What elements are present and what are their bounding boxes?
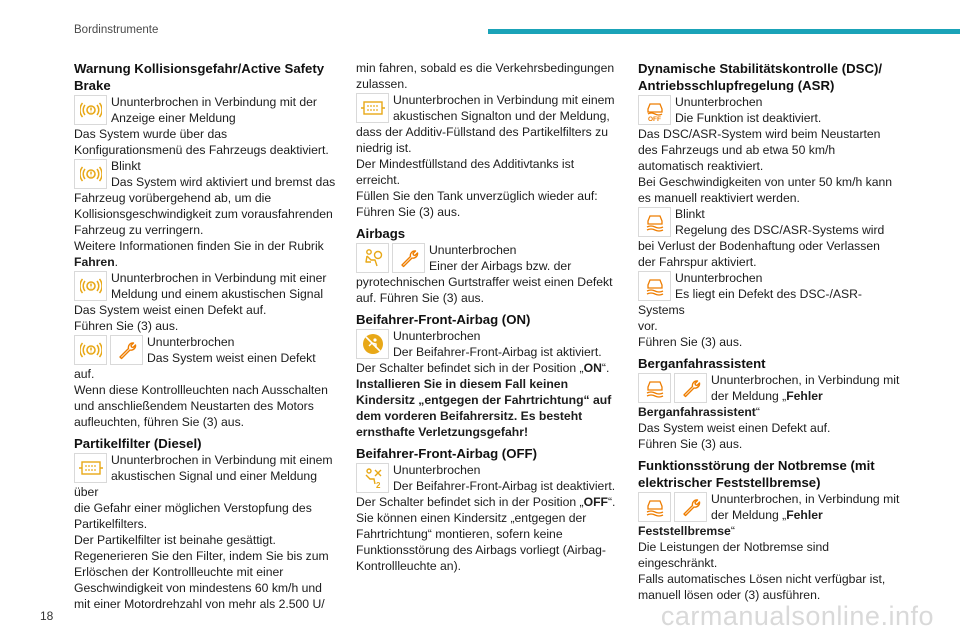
- wrench-icon: [674, 492, 707, 522]
- particle-filter-icon: [356, 93, 389, 123]
- section-kollision: [74, 60, 336, 430]
- collision-warning-icon: [74, 159, 107, 189]
- column-1: [74, 60, 336, 612]
- description: Regenerieren Sie den Filter, indem Sie bis zum Erlöschen der Kontrollleuchte mit einer Geschwindigkeit von mindestens 60 km/h und mit einer Motordrehzahl von mehr als 2.500 U/: [74, 549, 329, 611]
- description: Das System weist einen Defekt auf.: [74, 303, 267, 317]
- state-text: Es liegt ein Defekt des DSC-/ASR-Systems: [638, 287, 862, 317]
- description: Falls automatisches Lösen nicht verfügbar ist, manuell lösen oder (3) ausführen.: [638, 572, 886, 602]
- dsc-off-label: OFF: [647, 116, 661, 122]
- state-text: Ununterbrochen: [147, 335, 235, 349]
- state-text: Ununterbrochen: [393, 463, 481, 477]
- description: Sie können einen Kindersitz „entgegen der Fahrtrichtung“ montieren, sofern keine Funktionsstörung des Airbags vorliegt (Airbag-Kontrollleuchte an).: [356, 511, 606, 573]
- entry: [638, 94, 900, 206]
- section-title: Beifahrer-Front-Airbag (ON): [356, 312, 531, 327]
- description: Führen Sie (3) aus.: [74, 319, 179, 333]
- state-text: Ununterbrochen in Verbindung mit der Anzeige einer Meldung: [111, 95, 317, 125]
- description: Das System wurde über das Konfigurationsmenü des Fahrzeugs deaktiviert.: [74, 127, 329, 157]
- wrench-icon: [674, 373, 707, 403]
- watermark: carmanualsonline.info: [660, 601, 934, 631]
- section-title: Berganfahrassistent: [638, 356, 766, 371]
- collision-warning-icon: [74, 335, 107, 365]
- description: min fahren, sobald es die Verkehrsbedingungen zulassen.: [356, 61, 615, 91]
- entry: [356, 328, 620, 440]
- state-text: Die Funktion ist deaktiviert.: [675, 111, 822, 125]
- warning-text: Installieren Sie in diesem Fall keinen Kindersitz „entgegen der Fahrtrichtung“ auf dem vorderen Beifahrersitz. Es besteht ernsthafte Verletzungsgefahr!: [356, 377, 612, 439]
- collision-warning-icon: [74, 271, 107, 301]
- section-title: Airbags: [356, 226, 406, 241]
- section-berganfahrassistent: [638, 355, 900, 452]
- column-3: [638, 60, 900, 603]
- section-title: Beifahrer-Front-Airbag (OFF): [356, 446, 537, 461]
- section-partikelfilter: [74, 435, 336, 612]
- airbag-off-icon: [356, 463, 389, 493]
- description: Wenn diese Kontrollleuchten nach Ausschalten und anschließendem Neustarten des Motors aufleuchten, führen Sie (3) aus.: [74, 383, 328, 429]
- state-text: Regelung des DSC/ASR-Systems wird: [675, 223, 885, 237]
- description: Das System wird aktiviert und bremst das Fahrzeug vorübergehend ab, um die Kollisionsgeschwindigkeit zum vorausfahrenden Fahrzeug zu verringern.: [74, 175, 336, 237]
- wrench-icon: [392, 243, 425, 273]
- description: vor.: [638, 319, 658, 333]
- collision-warning-icon: [74, 95, 107, 125]
- description: die Gefahr einer möglichen Verstopfung des Partikelfilters.: [74, 501, 312, 531]
- state-text: Blinkt: [111, 159, 141, 173]
- state-text: Ununterbrochen: [393, 329, 481, 343]
- description: Der Schalter befindet sich in der Position „OFF“.: [356, 495, 616, 509]
- state-text: Der Beifahrer-Front-Airbag ist aktiviert.: [393, 345, 602, 359]
- entry: [638, 491, 900, 603]
- description: Weitere Informationen finden Sie in der Rubrik Fahren.: [74, 239, 324, 269]
- header-section-title: Bordinstrumente: [74, 24, 159, 36]
- description: Führen Sie (3) aus.: [638, 437, 743, 451]
- column-2: [356, 60, 620, 574]
- description: Füllen Sie den Tank unverzüglich wieder auf: Führen Sie (3) aus.: [356, 189, 598, 219]
- entry: [356, 92, 620, 220]
- section-dsc: [638, 60, 900, 350]
- description: dass der Additiv-Füllstand des Partikelfilters zu niedrig ist.: [356, 125, 608, 155]
- section-title: Dynamische Stabilitätskontrolle (DSC)/ Antriebsschlupfregelung (ASR): [638, 61, 883, 93]
- dsc-icon: [638, 492, 671, 522]
- description: Der Partikelfilter ist beinahe gesättigt.: [74, 533, 276, 547]
- section-airbag-on: [356, 311, 620, 440]
- airbag-icon: [356, 243, 389, 273]
- state-text: Ununterbrochen, in Verbindung mit der Meldung „Fehler Feststellbremse“: [638, 492, 900, 538]
- entry: [638, 372, 900, 452]
- description: bei Verlust der Bodenhaftung oder Verlassen der Fahrspur aktiviert.: [638, 239, 880, 269]
- section-airbags: [356, 225, 620, 306]
- state-text: Der Beifahrer-Front-Airbag ist deaktiviert.: [393, 479, 616, 493]
- entry: [356, 242, 620, 306]
- description: Der Mindestfüllstand des Additivtanks ist erreicht.: [356, 157, 575, 187]
- dsc-off-icon: [638, 95, 671, 125]
- state-text: Ununterbrochen in Verbindung mit einem akustischen Signal und einer Meldung über: [74, 453, 333, 499]
- section-title: Funktionsstörung der Notbremse (mit elektrischer Feststellbremse): [638, 458, 875, 490]
- dsc-icon: [638, 271, 671, 301]
- entry: [638, 270, 900, 350]
- description: Das DSC/ASR-System wird beim Neustarten des Fahrzeugs und ab etwa 50 km/h automatisch reaktiviert.: [638, 127, 881, 173]
- description: Das System weist einen Defekt auf.: [638, 421, 831, 435]
- dsc-icon: [638, 373, 671, 403]
- entry: [74, 94, 336, 158]
- particle-filter-icon: [74, 453, 107, 483]
- state-text: Ununterbrochen: [675, 271, 763, 285]
- description: Der Schalter befindet sich in der Position „ON“.: [356, 361, 610, 375]
- section-notbremse: [638, 457, 900, 603]
- state-text: Ununterbrochen, in Verbindung mit der Meldung „Fehler Berganfahrassistent“: [638, 373, 900, 419]
- description: Die Leistungen der Notbremse sind eingeschränkt.: [638, 540, 830, 570]
- section-airbag-off: [356, 445, 620, 574]
- wrench-icon: [110, 335, 143, 365]
- dsc-icon: [638, 207, 671, 237]
- page-number: 18: [40, 609, 54, 623]
- state-text: Ununterbrochen: [429, 243, 517, 257]
- state-text: Ununterbrochen in Verbindung mit einer Meldung und einem akustischen Signal: [111, 271, 327, 301]
- airbag-off-badge: 2: [375, 481, 380, 490]
- airbag-on-icon: [356, 329, 389, 359]
- section-title: Warnung Kollisionsgefahr/Active Safety Brake: [74, 61, 325, 93]
- description: Bei Geschwindigkeiten von unter 50 km/h kann es manuell reaktiviert werden.: [638, 175, 893, 205]
- entry: [356, 462, 620, 574]
- state-text: Blinkt: [675, 207, 705, 221]
- state-text: Einer der Airbags bzw. der: [429, 259, 572, 273]
- entry: [638, 206, 900, 270]
- section-title: Partikelfilter (Diesel): [74, 436, 202, 451]
- state-text: Das System weist einen Defekt auf.: [74, 351, 316, 381]
- header-accent-bar: [488, 29, 960, 34]
- description: Führen Sie (3) aus.: [638, 335, 743, 349]
- entry: [74, 452, 336, 612]
- description: pyrotechnischen Gurtstraffer weist einen Defekt auf. Führen Sie (3) aus.: [356, 275, 613, 305]
- state-text: Ununterbrochen in Verbindung mit einem akustischen Signalton und der Meldung,: [393, 93, 615, 123]
- entry: [74, 270, 336, 334]
- state-text: Ununterbrochen: [675, 95, 763, 109]
- entry: [74, 158, 336, 270]
- entry: [74, 334, 336, 430]
